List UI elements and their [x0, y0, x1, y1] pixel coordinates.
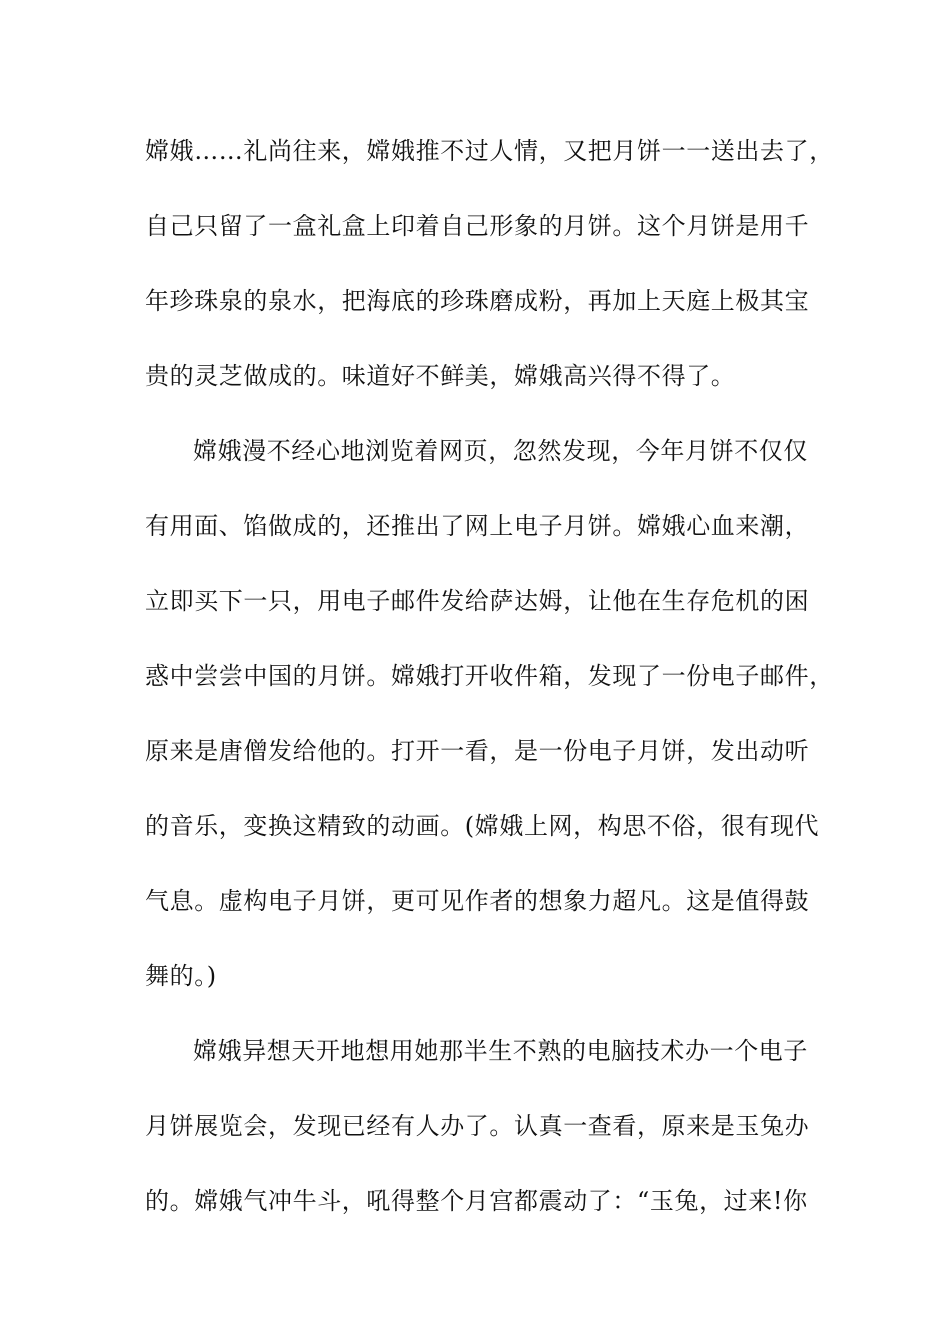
text-line: 的音乐，变换这精致的动画。(嫦娥上网，构思不俗，很有现代 [145, 812, 820, 840]
text-line: 立即买下一只，用电子邮件发给萨达姆，让他在生存危机的困 [145, 587, 810, 615]
text-line: 的。嫦娥气冲牛斗，吼得整个月宫都震动了：“玉兔，过来!你 [145, 1187, 808, 1215]
text-line: 舞的。) [145, 962, 217, 990]
text-line: 有用面、馅做成的，还推出了网上电子月饼。嫦娥心血来潮， [145, 512, 810, 540]
paragraph-first-line: 嫦娥异想天开地想用她那半生不熟的电脑技术办一个电子 [193, 1037, 808, 1065]
paragraph-first-line: 嫦娥漫不经心地浏览着网页，忽然发现，今年月饼不仅仅 [193, 437, 808, 465]
text-line: 气息。虚构电子月饼，更可见作者的想象力超凡。这是值得鼓 [145, 887, 810, 915]
text-line: 贵的灵芝做成的。味道好不鲜美，嫦娥高兴得不得了。 [145, 362, 736, 390]
document-body [145, 128, 835, 1253]
text-line: 月饼展览会，发现已经有人办了。认真一查看，原来是玉兔办 [145, 1112, 810, 1140]
text-line: 惑中尝尝中国的月饼。嫦娥打开收件箱，发现了一份电子邮件， [145, 662, 834, 690]
text-line: 年珍珠泉的泉水，把海底的珍珠磨成粉，再加上天庭上极其宝 [145, 287, 810, 315]
text-line: 原来是唐僧发给他的。打开一看，是一份电子月饼，发出动听 [145, 737, 810, 765]
text-line: 嫦娥……礼尚往来，嫦娥推不过人情，又把月饼一一送出去了， [145, 137, 834, 165]
text-line: 自己只留了一盒礼盒上印着自己形象的月饼。这个月饼是用千 [145, 212, 810, 240]
